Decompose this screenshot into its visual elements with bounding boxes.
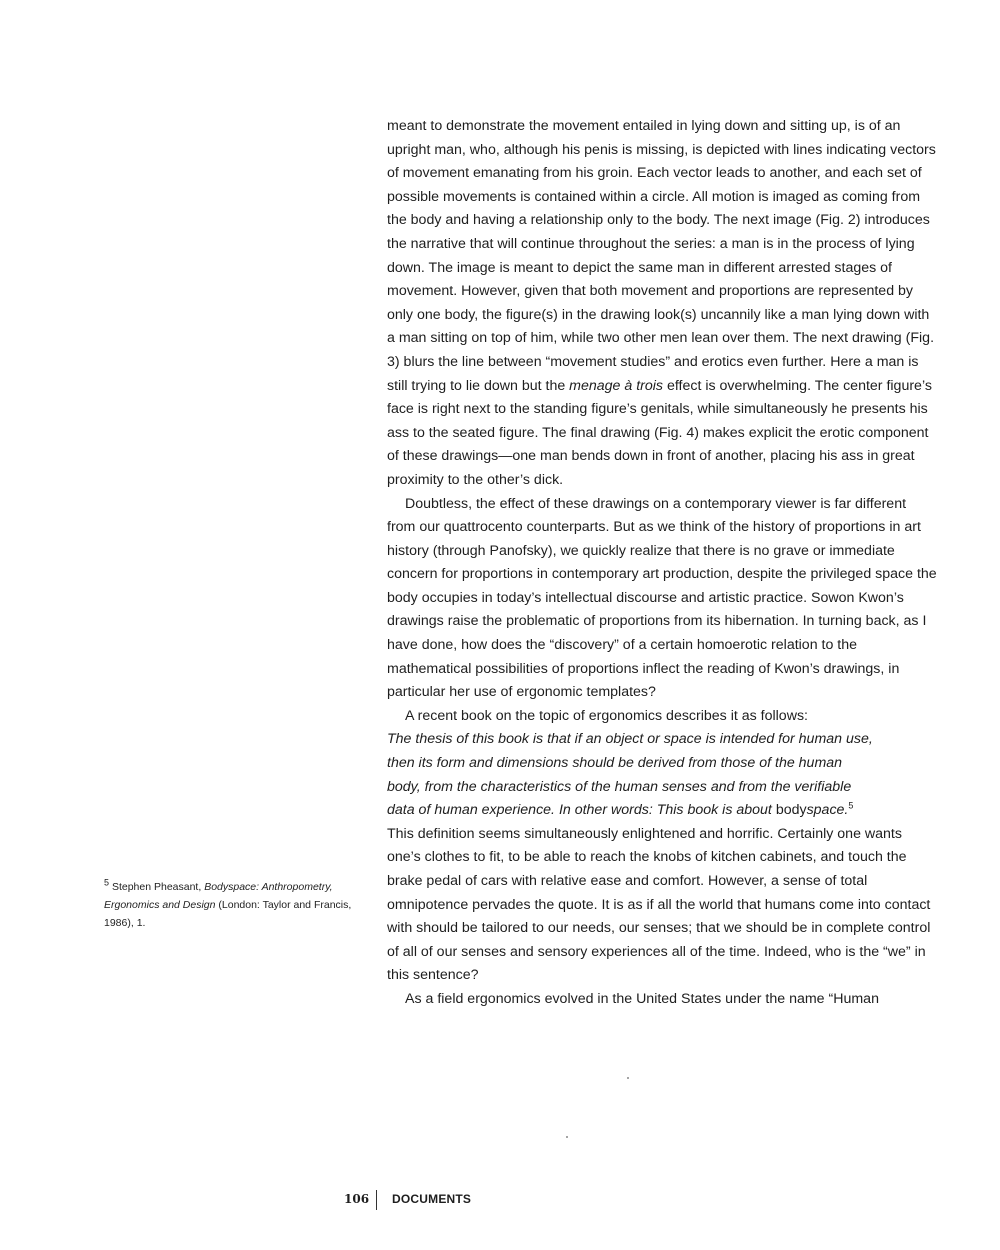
footnote-publication: (London: Taylor and Francis, 1986), 1. (104, 899, 352, 929)
quote-space-word: space. (806, 802, 849, 819)
footnote-number: 5 (104, 877, 110, 888)
paragraph-4: This definition seems simultaneously enlightened and horrific. Certainly one wants one’s clothes to fit, to be able to reach the knobs of kitchen cabinets, and touch the brake pedal of cars with relative ease and comfort. However, a sense of total omnipotence pervades the quote. It is as if all the world that humans come into contact with should be tailored to our needs, our senses; that we should be in complete control of all of our senses and sensory experiences all of the time. Indeed, who is the “we” in this sentence? (387, 825, 931, 984)
paragraph-1-text-cont: effect is overwhelming. The center figure’s face is right next to the standing figure’s genitals, while simultaneously he presents his ass to the seated figure. The final drawing (Fig. 4) makes explicit the erotic component of these drawings—one man bends down in front of another, placing his ass in great proximity to the other’s dick. (387, 377, 932, 488)
paragraph-2: Doubtless, the effect of these drawings on a contemporary viewer is far different from our quattrocento counterparts. But as we think of the history of proportions in art history (through Panofsky), we quickly realize that there is no grave or immediate concern for proportions in contemporary art production, despite the privileged space the body occupies in today’s intellectual discourse and artistic practice. Sowon Kwon’s drawings raise the problematic of proportions from its hibernation. In turning back, as I have done, how does the “discovery” of a certain homoerotic relation to the mathematical possibilities of proportions inflect the reading of Kwon’s drawings, in particular her use of ergonomic templates? (387, 495, 937, 701)
scan-speck (627, 1077, 629, 1079)
page-number: 106 (344, 1192, 370, 1206)
scan-speck (566, 1136, 568, 1138)
block-quote (387, 728, 877, 822)
quote-text: The thesis of this book is that if an object or space is intended for human use, then its form and dimensions should be derived from those of the human body, from the characteristics of the human senses and from the verifiable data of human experience. In other words: This book is about (387, 731, 873, 819)
italic-phrase: menage à trois (569, 377, 664, 394)
footnote-author: Stephen Pheasant, (111, 881, 205, 893)
footnote-title: Bodyspace: Anthropometry, Ergonomics and Design (104, 881, 333, 911)
quote-body-word: body (775, 802, 807, 819)
paragraph-5: As a field ergonomics evolved in the United States under the name “Human (405, 990, 879, 1007)
paragraph-1-text: meant to demonstrate the movement entailed in lying down and sitting up, is of an upright man, who, although his penis is missing, is depicted with lines indicating vectors of movement emanating from his groin. Each vector leads to another, and each set of possible movements is contained within a circle. All motion is imaged as coming from the body and having a relationship only to the body. The next image (Fig. 2) introduces the narrative that will continue throughout the series: a man is in the process of lying down. The image is meant to depict the same man in different arrested stages of movement. However, given that both movement and proportions are represented by only one body, the figure(s) in the drawing look(s) uncannily like a man lying down with a man sitting on top of him, while two other men lean over them. The next drawing (Fig. 3) blurs the line between “movement studies” and erotics even further. Here a man is still trying to lie down but the (387, 118, 936, 394)
running-head: DOCUMENTS (392, 1192, 472, 1206)
page-footer (0, 1190, 1000, 1210)
sidenote-footnote (104, 878, 364, 932)
main-text-column (387, 115, 937, 1012)
paragraph-3: A recent book on the topic of ergonomics describes it as follows: (405, 707, 808, 724)
footnote-reference: 5 (848, 800, 854, 811)
footer-divider (376, 1190, 377, 1210)
paragraph-1 (387, 115, 937, 493)
